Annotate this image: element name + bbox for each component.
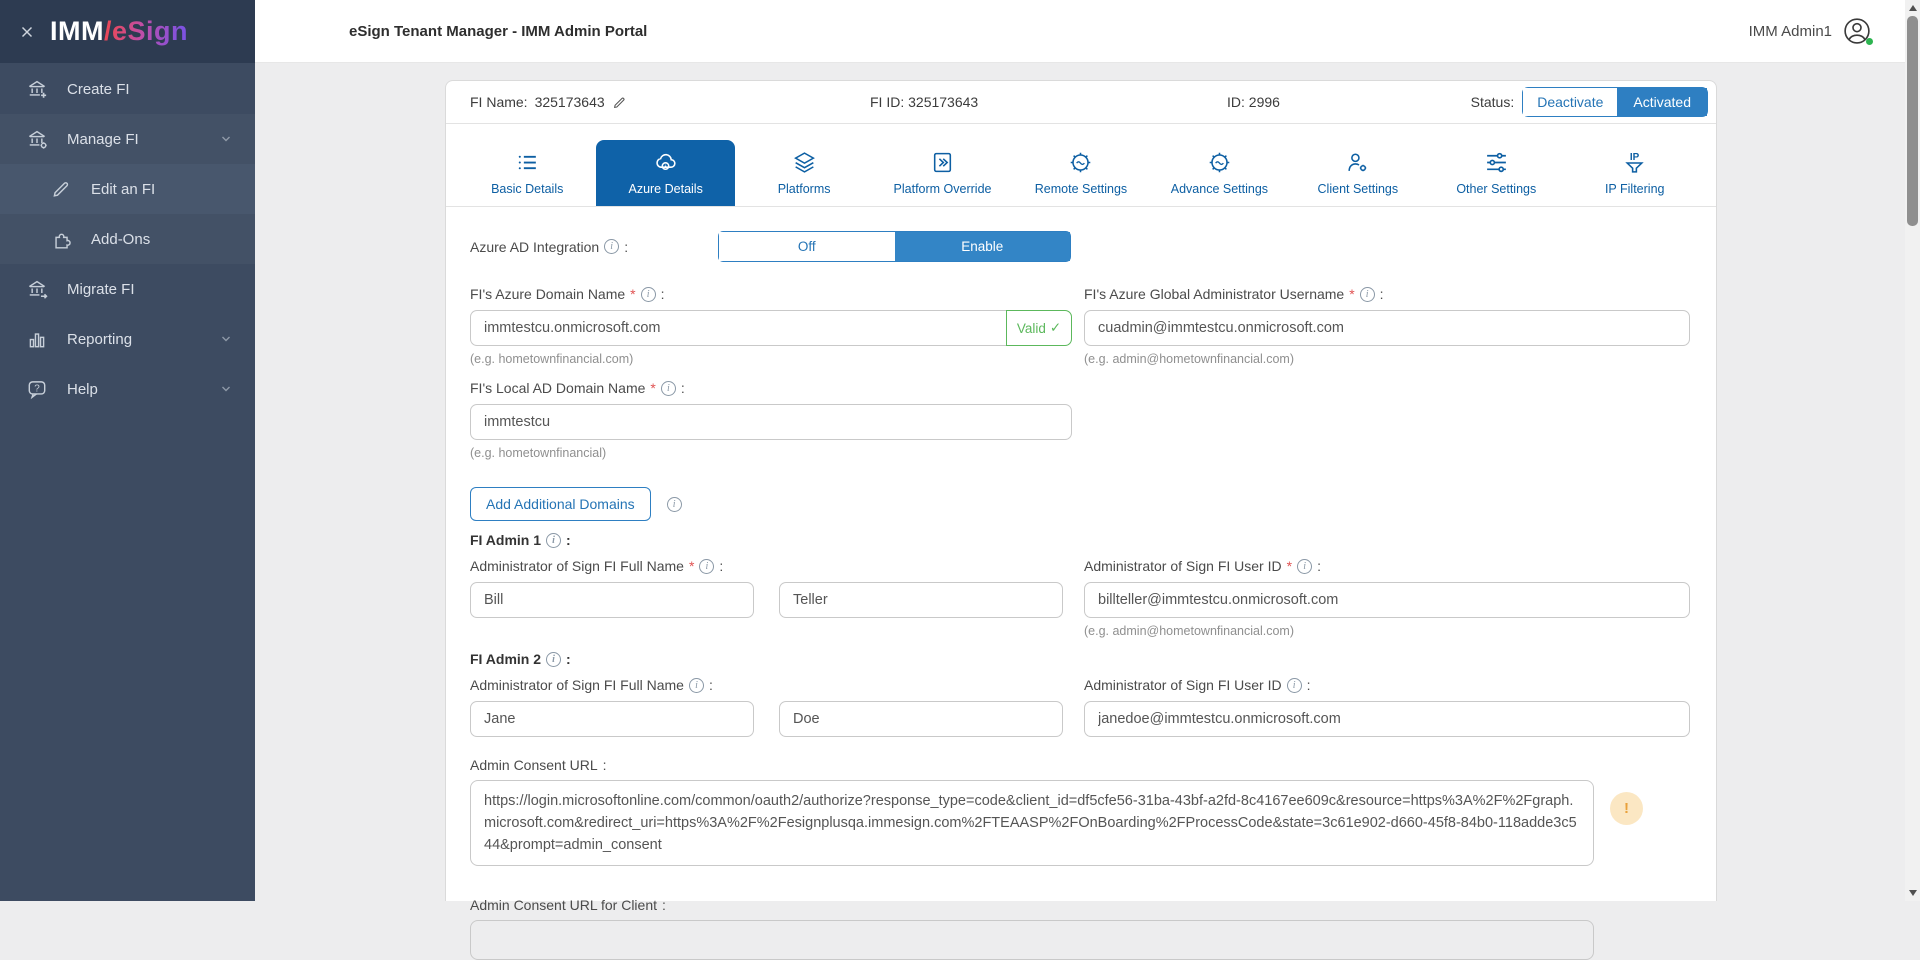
info-icon[interactable]: i <box>1360 287 1375 302</box>
bar-chart-icon <box>26 328 48 350</box>
admin1-name-inputs <box>470 582 1072 618</box>
global-admin-label: FI's Azure Global Administrator Username * i : <box>1084 286 1384 302</box>
tab-advance-settings[interactable] <box>1150 140 1288 206</box>
sidebar-item-add-ons[interactable] <box>0 214 255 264</box>
tab-label: Remote Settings <box>1034 182 1128 196</box>
tab-bar <box>446 124 1716 207</box>
sidebar-item-label: Help <box>67 380 98 398</box>
admin2-user-id-field <box>1084 677 1690 737</box>
valid-badge: Valid ✓ <box>1006 310 1072 346</box>
sidebar-item-reporting[interactable] <box>0 314 255 364</box>
activated-button[interactable]: Activated <box>1617 88 1707 116</box>
required-asterisk: * <box>630 286 636 302</box>
tab-platforms[interactable] <box>735 140 873 206</box>
admin-consent-url-client-label: Admin Consent URL for Client : <box>470 897 666 913</box>
info-icon[interactable]: i <box>604 239 619 254</box>
admin2-full-name-field <box>470 677 1072 737</box>
scrollbar-thumb[interactable] <box>1907 16 1918 226</box>
user-zone <box>1749 16 1872 46</box>
record-id-value: 2996 <box>1248 94 1280 110</box>
admin2-first-name-input[interactable] <box>470 701 754 737</box>
sidebar-item-manage-fi[interactable] <box>0 114 255 164</box>
bank-plus-icon <box>26 78 48 100</box>
admin2-full-name-label: Administrator of Sign FI Full Name i : <box>470 677 713 693</box>
chevron-down-icon <box>219 332 233 346</box>
info-icon[interactable]: i <box>546 652 561 667</box>
admin-consent-url-value[interactable]: https://login.microsoftonline.com/common/oauth2/authorize?response_type=code&client_id=df5cfe56-31ba-43bf-a2fd-8c4167ee609c&resource=https%3A%2F%2Fgraph.microsoft.com&redirect_uri=https%3A%2F%2Fesignplusqa.immesign.com%2FTEAASP%2FOnBoarding%2FProcessCode&state=3c61e902-d660-45f8-84b0-118adde3c544&prompt=admin_consent <box>470 780 1594 866</box>
close-icon[interactable] <box>18 23 36 41</box>
sidebar-item-label: Edit an FI <box>91 180 156 198</box>
tab-platform-override[interactable] <box>873 140 1011 206</box>
sidebar-item-label: Create FI <box>67 80 130 98</box>
bank-arrow-icon <box>26 278 48 300</box>
check-icon: ✓ <box>1049 320 1062 335</box>
sidebar-item-migrate-fi[interactable] <box>0 264 255 314</box>
azure-ad-off-button[interactable]: Off <box>719 232 895 261</box>
tab-label: Advance Settings <box>1170 182 1269 196</box>
scroll-down-arrow[interactable] <box>1905 885 1920 901</box>
global-admin-field <box>1084 286 1690 366</box>
bank-gear-icon <box>26 128 48 150</box>
sidebar-item-help[interactable] <box>0 364 255 414</box>
svg-text:?: ? <box>34 383 40 395</box>
sidebar-nav <box>0 63 255 414</box>
add-additional-domains-button[interactable]: Add Additional Domains <box>470 487 651 521</box>
pencil-icon <box>50 178 72 200</box>
username: IMM Admin1 <box>1748 22 1832 40</box>
info-icon[interactable]: i <box>641 287 656 302</box>
tab-client-settings[interactable] <box>1289 140 1427 206</box>
brand-logo <box>50 16 188 47</box>
fi-admin1-row <box>470 558 1692 638</box>
tab-label: Azure Details <box>628 182 703 196</box>
sidebar-logo-bar <box>0 0 255 63</box>
top-header <box>255 0 1920 63</box>
person-gear-icon <box>1345 150 1370 175</box>
status-toggle-group <box>1522 87 1708 117</box>
fi-name <box>470 94 870 110</box>
fi-id <box>870 94 1227 110</box>
domain-row <box>470 286 1692 366</box>
admin2-name-inputs <box>470 701 1072 737</box>
sidebar-item-label: Reporting <box>67 330 133 348</box>
platform-override-icon <box>930 150 955 175</box>
chevron-down-icon <box>219 382 233 396</box>
tab-ip-filtering[interactable] <box>1566 140 1704 206</box>
required-asterisk: * <box>688 558 695 574</box>
chevron-down-icon <box>219 132 233 146</box>
admin-consent-url-label: Admin Consent URL : <box>470 757 607 773</box>
global-admin-input[interactable] <box>1084 310 1690 346</box>
deactivate-button[interactable]: Deactivate <box>1523 88 1617 116</box>
info-icon[interactable]: i <box>699 559 714 574</box>
azure-domain-field <box>470 286 1072 366</box>
status-control <box>1471 87 1708 117</box>
admin-consent-row <box>470 780 1692 866</box>
help-bubble-icon <box>26 378 48 400</box>
global-admin-hint: (e.g. admin@hometownfinancial.com) <box>1084 352 1295 366</box>
sliders-icon <box>1484 150 1509 175</box>
tab-basic-details[interactable] <box>458 140 596 206</box>
info-icon[interactable]: i <box>667 497 682 512</box>
online-status-dot <box>1866 38 1873 45</box>
admin2-user-id-label: Administrator of Sign FI User ID i : <box>1084 677 1311 693</box>
tab-label: IP Filtering <box>1604 182 1665 196</box>
fi-card <box>445 80 1717 913</box>
status-label: Status: <box>1470 94 1515 110</box>
record-id <box>1227 94 1471 110</box>
gear-icon <box>1068 150 1093 175</box>
sidebar-item-label: Add-Ons <box>91 230 151 248</box>
admin1-full-name-label: Administrator of Sign FI Full Name * i : <box>470 558 724 574</box>
admin1-user-id-label: Administrator of Sign FI User ID * i : <box>1084 558 1321 574</box>
tab-other-settings[interactable] <box>1427 140 1565 206</box>
tab-label: Client Settings <box>1317 182 1399 196</box>
local-ad-domain-field <box>470 380 1072 460</box>
brand-prefix: IMM <box>50 16 104 46</box>
azure-ad-integration-label: Azure AD Integration i : <box>470 238 629 255</box>
sidebar <box>0 0 255 901</box>
warning-icon: ! <box>1610 792 1643 825</box>
cloud-info-icon <box>653 150 678 175</box>
tab-label: Platform Override <box>893 182 992 196</box>
required-asterisk: * <box>1286 558 1293 574</box>
main-area <box>255 0 1920 913</box>
tab-azure-details[interactable] <box>596 140 734 206</box>
azure-ad-toggle <box>718 231 1071 262</box>
sidebar-item-label: Manage FI <box>67 130 139 148</box>
fi-id-value: 325173643 <box>908 94 979 110</box>
info-icon[interactable]: i <box>661 381 676 396</box>
info-icon[interactable]: i <box>1287 678 1302 693</box>
admin2-user-id-input[interactable] <box>1084 701 1690 737</box>
ip-filter-icon <box>1622 150 1647 175</box>
local-ad-domain-label: FI's Local AD Domain Name * i : <box>470 380 685 396</box>
tab-remote-settings[interactable] <box>1012 140 1150 206</box>
admin1-first-name-input[interactable] <box>470 582 754 618</box>
admin-consent-url-client-value[interactable] <box>470 920 1594 960</box>
required-asterisk: * <box>1349 286 1355 302</box>
tab-label: Platforms <box>777 182 831 196</box>
content-area <box>255 63 1920 913</box>
tab-label: Other Settings <box>1456 182 1537 196</box>
local-ad-domain-hint: (e.g. hometownfinancial) <box>470 446 607 460</box>
azure-domain-hint: (e.g. hometownfinancial.com) <box>470 352 634 366</box>
sidebar-item-create-fi[interactable] <box>0 64 255 114</box>
svg-text:IP: IP <box>1630 151 1640 163</box>
edit-fi-name-icon[interactable] <box>612 95 627 110</box>
fi-name-value: 325173643 <box>534 94 605 110</box>
fi-admin2-row <box>470 677 1692 737</box>
fi-name-label: FI Name: <box>470 94 528 110</box>
azure-domain-label: FI's Azure Domain Name * i : <box>470 286 665 302</box>
azure-domain-input-group <box>470 310 1072 346</box>
admin1-user-id-hint: (e.g. admin@hometownfinancial.com) <box>1084 624 1295 638</box>
local-ad-domain-row <box>470 380 1692 460</box>
admin1-user-id-field <box>1084 558 1690 638</box>
fi-admin1-heading: FI Admin 1 i : <box>470 532 571 548</box>
sidebar-item-label: Migrate FI <box>67 280 135 298</box>
fi-admin2-heading: FI Admin 2 i : <box>470 651 571 667</box>
scroll-up-arrow[interactable] <box>1905 0 1920 16</box>
azure-ad-enable-button[interactable]: Enable <box>895 232 1071 261</box>
required-asterisk: * <box>650 380 656 396</box>
azure-details-form <box>446 207 1716 960</box>
gear-icon <box>1207 150 1232 175</box>
azure-ad-integration-row <box>470 231 1692 262</box>
fi-id-label: FI ID: <box>870 94 905 110</box>
add-domains-row <box>470 487 1692 521</box>
vertical-scrollbar[interactable] <box>1905 0 1920 901</box>
user-avatar[interactable] <box>1842 16 1872 46</box>
sidebar-item-edit-an-fi[interactable] <box>0 164 255 214</box>
info-icon[interactable]: i <box>689 678 704 693</box>
admin1-user-id-input[interactable] <box>1084 582 1690 618</box>
fi-info-bar <box>446 81 1716 124</box>
puzzle-icon <box>50 228 72 250</box>
tab-label: Basic Details <box>491 182 564 196</box>
record-id-label: ID: <box>1227 94 1245 110</box>
admin2-last-name-input[interactable] <box>779 701 1063 737</box>
azure-domain-input[interactable] <box>470 310 1006 346</box>
admin1-last-name-input[interactable] <box>779 582 1063 618</box>
layers-icon <box>792 150 817 175</box>
page-title: eSign Tenant Manager - IMM Admin Portal <box>349 22 648 40</box>
admin1-full-name-field <box>470 558 1072 638</box>
brand-suffix: /eSign <box>103 16 188 46</box>
info-icon[interactable]: i <box>546 533 561 548</box>
list-icon <box>515 150 540 175</box>
local-ad-domain-input[interactable] <box>470 404 1072 440</box>
info-icon[interactable]: i <box>1297 559 1312 574</box>
